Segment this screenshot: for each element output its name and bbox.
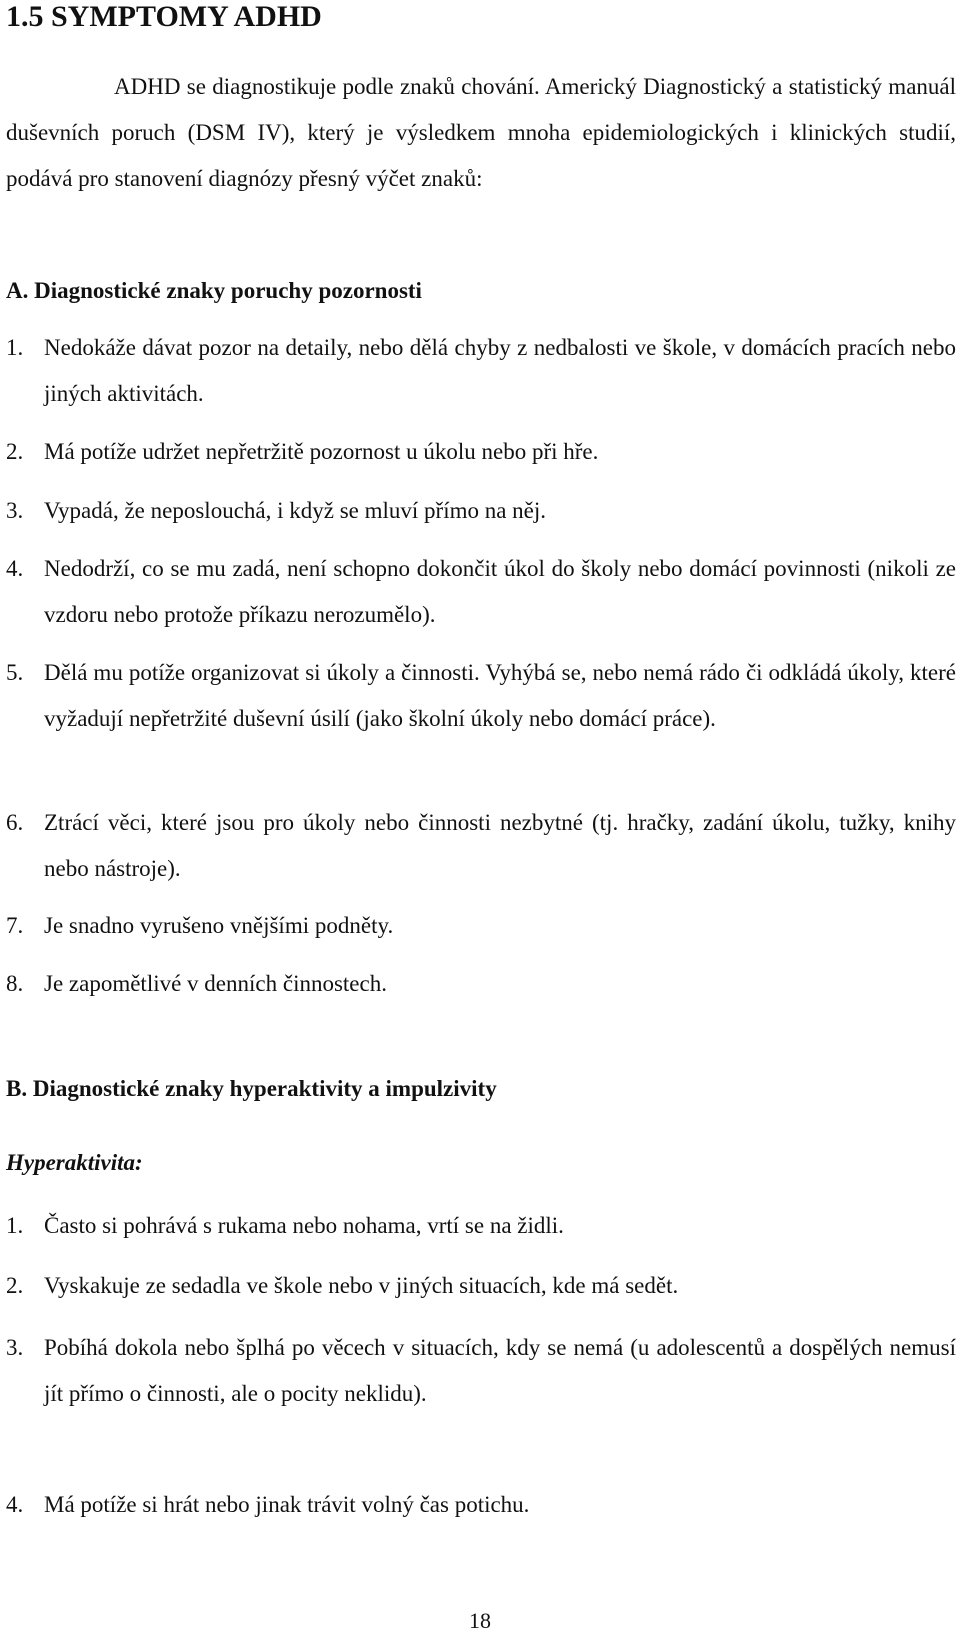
section-heading: 1.5 SYMPTOMY ADHD xyxy=(6,0,322,33)
list-item xyxy=(6,1482,956,1528)
list-item-number: 3. xyxy=(6,498,24,523)
list-item xyxy=(6,650,956,742)
list-item-number: 8. xyxy=(6,971,24,996)
list-item-number: 2. xyxy=(6,1273,24,1298)
list-item xyxy=(6,488,956,534)
list-item-text: Má potíže udržet nepřetržitě pozornost u úkolu nebo při hře. xyxy=(44,439,599,464)
list-item xyxy=(6,800,956,892)
list-item xyxy=(6,1203,956,1249)
list-item-number: 3. xyxy=(6,1335,24,1360)
list-item-number: 2. xyxy=(6,439,24,464)
list-item xyxy=(6,1325,956,1417)
list-item-number: 4. xyxy=(6,556,24,581)
list-item-text: Dělá mu potíže organizovat si úkoly a činnosti. Vyhýbá se, nebo nemá rádo či odkládá úkoly, které vyžadují nepřetržité duševní úsilí (jako školní úkoly nebo domácí práce). xyxy=(44,660,956,731)
list-item-text: Je snadno vyrušeno vnějšími podněty. xyxy=(44,913,394,938)
intro-paragraph: ADHD se diagnostikuje podle znaků chování. Americký Diagnostický a statistický manuál duševních poruch (DSM IV), který je výsledkem mnoha epidemiologických i klinických studií, podává pro stanovení diagnózy přesný výčet znaků: xyxy=(6,74,956,191)
list-item-number: 6. xyxy=(6,810,24,835)
list-item xyxy=(6,325,956,417)
list-item xyxy=(6,1263,956,1309)
section-b-title: B. Diagnostické znaky hyperaktivity a impulzivity xyxy=(6,1076,497,1101)
list-item-number: 4. xyxy=(6,1492,24,1517)
list-item-text: Má potíže si hrát nebo jinak trávit volný čas potichu. xyxy=(44,1492,530,1517)
list-item-text: Nedokáže dávat pozor na detaily, nebo dělá chyby z nedbalosti ve škole, v domácích pracích nebo jiných aktivitách. xyxy=(44,335,956,406)
list-item-text: Je zapomětlivé v denních činnostech. xyxy=(44,971,387,996)
list-item xyxy=(6,961,956,1007)
list-item-text: Vyskakuje ze sedadla ve škole nebo v jiných situacích, kde má sedět. xyxy=(44,1273,679,1298)
list-item xyxy=(6,903,956,949)
list-item-number: 1. xyxy=(6,335,24,360)
list-item-number: 7. xyxy=(6,913,24,938)
list-item xyxy=(6,429,956,475)
list-item-text: Často si pohrává s rukama nebo nohama, vrtí se na židli. xyxy=(44,1213,564,1238)
list-item-text: Nedodrží, co se mu zadá, není schopno dokončit úkol do školy nebo domácí povinnosti (nikoli ze vzdoru nebo protože příkazu nerozumělo). xyxy=(44,556,956,627)
list-item-number: 5. xyxy=(6,660,24,685)
subsection-title: Hyperaktivita: xyxy=(6,1150,143,1175)
page-number: 18 xyxy=(469,1608,491,1633)
list-item xyxy=(6,546,956,638)
list-item-text: Pobíhá dokola nebo šplhá po věcech v situacích, kdy se nemá (u adolescentů a dospělých nemusí jít přímo o činnosti, ale o pocity neklidu). xyxy=(44,1335,956,1406)
list-item-number: 1. xyxy=(6,1213,24,1238)
section-a-title: A. Diagnostické znaky poruchy pozornosti xyxy=(6,278,422,303)
list-item-text: Vypadá, že neposlouchá, i když se mluví přímo na něj. xyxy=(44,498,547,523)
list-item-text: Ztrácí věci, které jsou pro úkoly nebo činnosti nezbytné (tj. hračky, zadání úkolu, tužky, knihy nebo nástroje). xyxy=(44,810,956,881)
